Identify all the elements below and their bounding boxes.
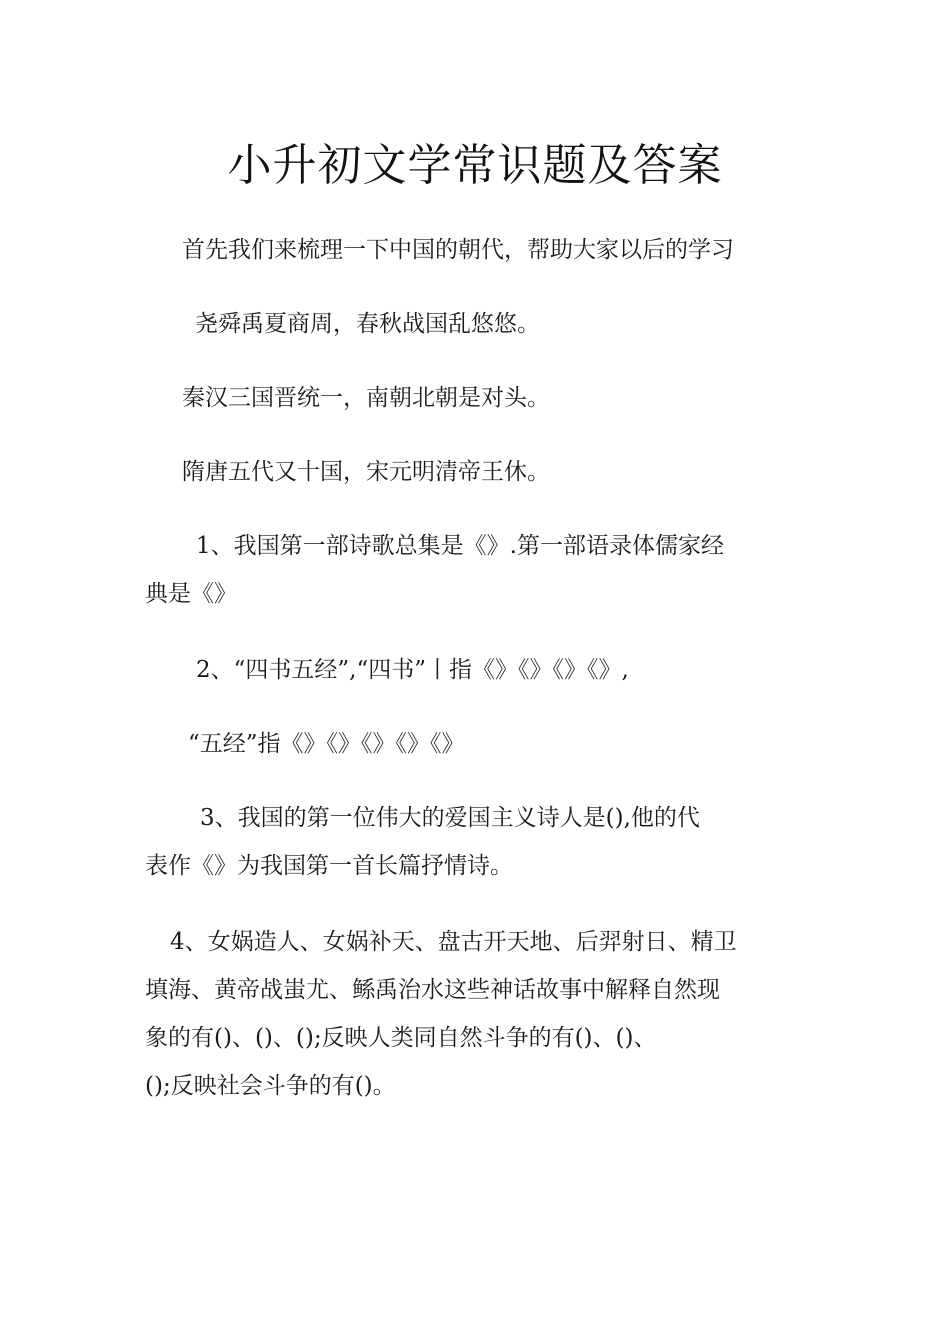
document-title: 小升初文学常识题及答案 bbox=[227, 140, 723, 191]
question-1-line-1: 1、我国第一部诗歌总集是《》.第一部语录体儒家经 bbox=[196, 533, 724, 559]
question-2-line-2: “五经”指《》《》《》《》《》 bbox=[188, 731, 465, 757]
question-1-line-2: 典是《》 bbox=[145, 581, 237, 607]
question-4-line-1: 4、女娲造人、女娲补天、盘古开天地、后羿射日、精卫 bbox=[170, 929, 737, 955]
question-3-line-1: 3、我国的第一位伟大的爱国主义诗人是(),他的代 bbox=[200, 805, 700, 831]
question-4-line-3: 象的有()、()、();反映人类同自然斗争的有()、()、 bbox=[145, 1025, 657, 1051]
poem-line-3: 隋唐五代又十国，宋元明清帝王休。 bbox=[182, 459, 550, 485]
question-2-line-1: 2、“四书五经”,“四书”丨指《》《》《》《》, bbox=[196, 657, 629, 683]
question-3-line-2: 表作《》为我国第一首长篇抒情诗。 bbox=[145, 853, 513, 879]
question-4-line-2: 填海、黄帝战蚩尤、鲧禹治水这些神话故事中解释自然现 bbox=[145, 977, 720, 1003]
poem-line-2: 秦汉三国晋统一，南朝北朝是对头。 bbox=[182, 385, 550, 411]
question-4-line-4: ();反映社会斗争的有()。 bbox=[145, 1073, 396, 1099]
poem-line-1: 尧舜禹夏商周，春秋战国乱悠悠。 bbox=[195, 311, 540, 337]
intro-line: 首先我们来梳理一下中国的朝代，帮助大家以后的学习 bbox=[182, 237, 734, 263]
